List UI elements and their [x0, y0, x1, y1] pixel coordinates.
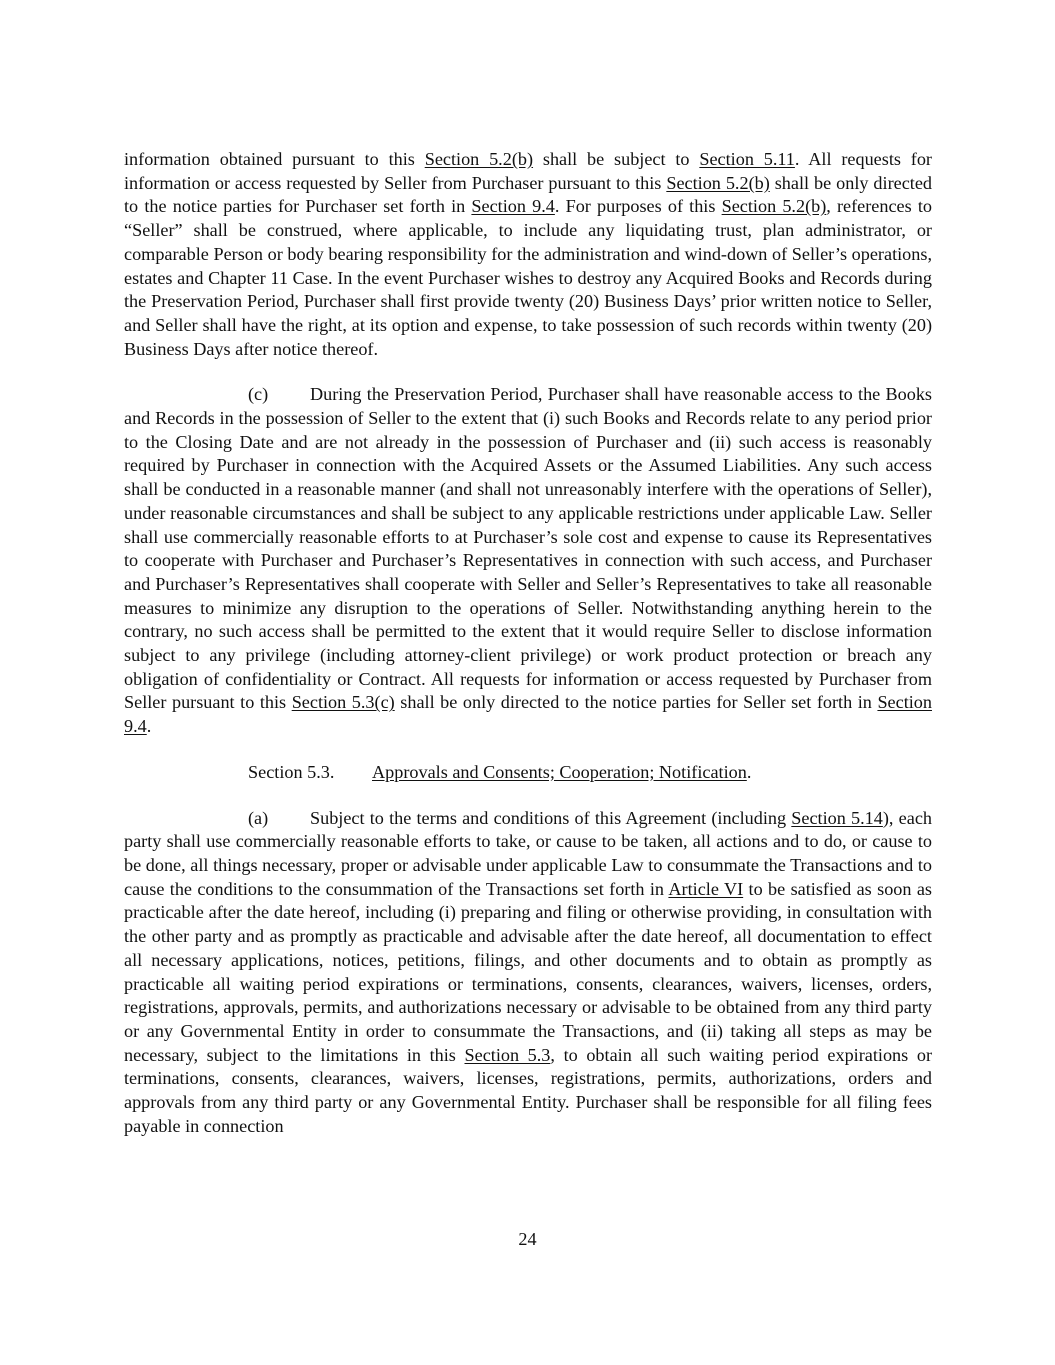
section-heading: Section 5.3. Approvals and Consents; Cooperation; Notification. — [124, 761, 932, 785]
page-number: 24 — [518, 1229, 537, 1249]
article-reference: Article VI — [668, 878, 744, 899]
paragraph-a: (a) Subject to the terms and conditions of this Agreement (including Section 5.14), each party shall use commercially reasonable efforts to take, or cause to be taken, all actions and to do, or cause to be done, all things necessary, proper or advisable under applicable Law to consummate the Transactions and to cause the conditions to the consummation of the Transactions set forth in Article VI to be satisfied as soon as practicable after the date hereof, including (i) preparing and filing or otherwise providing, in consultation with the other party and as promptly as practicable and advisable after the date hereof, all documentation to effect all necessary applications, notices, petitions, filings, and other documents and to obtain as promptly as practicable all waiting period expirations or terminations, consents, clearances, waivers, licenses, orders, registrations, approvals, permits, and authorizations necessary or advisable to be obtained from any third party or any Governmental Entity in order to consummate the Transactions, and (ii) taking all steps as may be necessary, subject to the limitations in this Section 5.3, to obtain all such waiting period expirations or terminations, consents, clearances, waivers, licenses, registrations, permits, authorizations, orders and approvals from any third party or any Governmental Entity. Purchaser shall be responsible for all filing fees payable in connection — [124, 807, 933, 1136]
section-number: Section 5.3. — [248, 761, 335, 782]
section-reference: Section 9.4 — [124, 692, 932, 737]
section-reference: Section 5.3(c) — [291, 692, 395, 713]
section-reference: Section 5.14 — [791, 807, 883, 828]
document-page — [124, 148, 932, 1138]
paragraph-c: (c) During the Preservation Period, Purchaser shall have reasonable access to the Books and Records in the possession of Seller to the extent that (i) such Books and Records relate to any period prior to the Closing Date and are not already in the possession of Purchaser and (ii) such access is reasonably required by Purchaser in connection with the Acquired Assets or the Assumed Liabilities. Any such access shall be conducted in a reasonable manner (and shall not unreasonably interfere with the operations of Seller), under reasonable circumstances and shall be subject to any applicable restrictions under applicable Law. Seller shall use commercially reasonable efforts to at Purchaser’s sole cost and expense to cause its Representatives to cooperate with Purchaser and Purchaser’s Representatives in connection with such access, and Purchaser and Purchaser’s Representatives shall cooperate with Seller and Seller’s Representatives to take all reasonable measures to minimize any disruption to the operations of Seller. Notwithstanding anything herein to the contrary, no such access shall be permitted to the extent that it would require Seller to disclose information subject to any privilege (including attorney-client privilege) or work product protection or breach any obligation of confidentiality or Contract. All requests for information or access requested by Purchaser from Seller pursuant to this Section 5.3(c) shall be only directed to the notice parties for Seller set forth in Section 9.4. — [124, 384, 932, 737]
section-title: Approvals and Consents; Cooperation; Notification — [372, 761, 747, 782]
paragraph-label: (c) — [248, 384, 269, 405]
section-reference: Section 5.2(b) — [666, 172, 770, 193]
paragraph-label: (a) — [248, 807, 269, 828]
section-reference: Section 9.4 — [471, 196, 555, 217]
paragraph-continuation: information obtained pursuant to this Section 5.2(b) shall be subject to Section 5.11. All requests for information or access requested by Seller from Purchaser pursuant to this Section 5.2(b) shall be only directed to the notice parties for Purchaser set forth in Section 9.4. For purposes of this Section 5.2(b), references to “Seller” shall be construed, where applicable, to include any liquidating trust, plan administrator, or comparable Person or body bearing responsibility for the administration and wind-down of Seller’s operations, estates and Chapter 11 Case. In the event Purchaser wishes to destroy any Acquired Books and Records during the Preservation Period, Purchaser shall first provide twenty (20) Business Days’ prior written notice to Seller, and Seller shall have the right, at its option and expense, to take possession of such records within twenty (20) Business Days after notice thereof. — [124, 149, 933, 359]
section-reference: Section 5.11 — [699, 149, 795, 169]
section-reference: Section 5.2(b) — [424, 149, 534, 169]
section-reference: Section 5.2(b) — [721, 196, 827, 217]
section-reference: Section 5.3 — [464, 1044, 551, 1065]
